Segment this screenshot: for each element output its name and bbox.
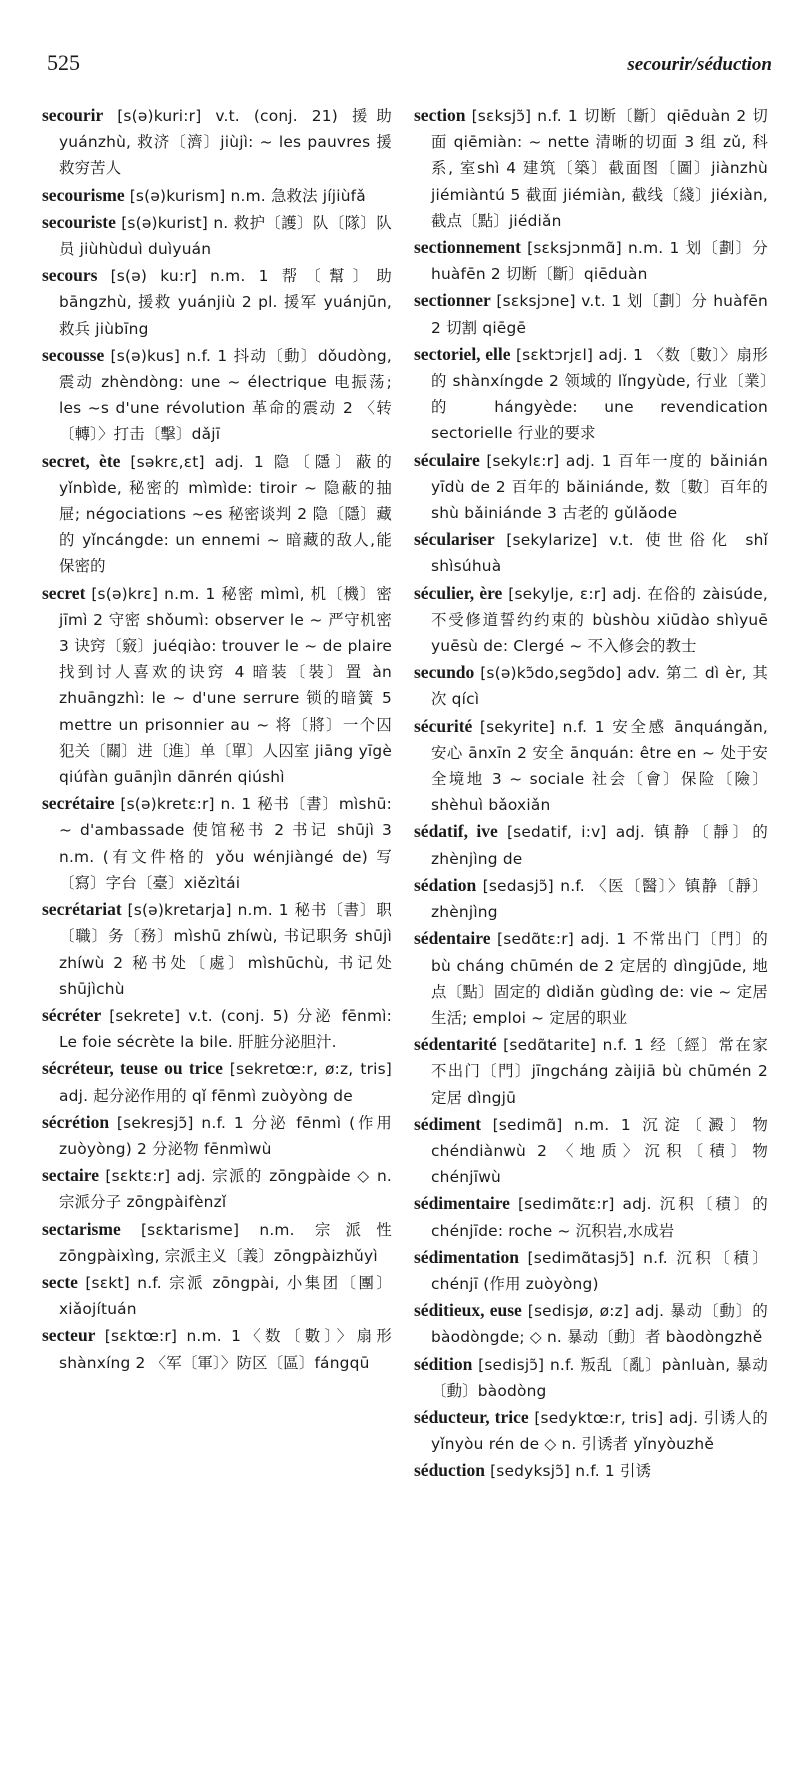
entry-definition: [sedisjɔ̃] n.f. 叛乱〔亂〕pànluàn, 暴动〔動〕bàodòng <box>431 1355 768 1400</box>
dictionary-entry <box>42 1002 392 1055</box>
entry-definition: [sedɑ̃tɛ:r] adj. 1 不常出门〔門〕的 bù cháng chūmén de 2 定居的 dìngjūde, 地点〔點〕固定的 dìdiǎn gùdìng de: vie ~ 定居生活; emploi ~ 定居的职业 <box>431 930 768 1027</box>
dictionary-entry <box>414 1351 768 1404</box>
dictionary-entry <box>414 925 768 1031</box>
entry-headword: section <box>414 105 466 125</box>
entry-headword: secouriste <box>42 211 116 232</box>
entry-definition: [sɛktarisme] n.m. 宗派性 zōngpàixìng, 宗派主义〔義〕zōngpàizhǔyì <box>59 1220 392 1265</box>
entry-definition: [sedɑ̃tarite] n.f. 1 经〔經〕常在家不出门〔門〕jīngcháng zàijiā bù chūmén 2 定居 dìngjū <box>431 1036 768 1107</box>
entry-headword: secte <box>42 1271 78 1292</box>
entry-definition: [səkrɛ,ɛt] adj. 1 隐〔隱〕蔽的 yǐnbìde, 秘密的 mìmìde: tiroir ~ 隐蔽的抽屉; négociations ~es 秘密谈判 2 隐〔隱〕藏的 yǐncángde: un ennemi ~ 暗藏的敌人,能保密的 <box>59 452 392 576</box>
entry-definition: [s(ə)kretarja] n.m. 1 秘书〔書〕职〔職〕务〔務〕mìshū zhíwù, 书记职务 shūjì zhíwù 2 秘书处〔處〕mìshūchù, 书记处 shūjìchù <box>59 901 392 998</box>
dictionary-entry <box>42 342 392 448</box>
entry-headword: secret, ète <box>42 450 121 471</box>
entry-definition: [sedatif, i:v] adj. 镇静〔靜〕的 zhènjìng de <box>431 823 768 868</box>
dictionary-entry <box>414 1297 768 1350</box>
entry-headword: sécurité <box>414 715 473 736</box>
entry-headword: sectoriel, elle <box>414 343 511 364</box>
entry-definition: [sekylje, ɛ:r] adj. 在俗的 zàisúde, 不受修道誓约约束的 bùshòu xiūdào shìyuē yuēsù de: Clergé ~ 不入修会的教士 <box>431 584 768 656</box>
dictionary-entry <box>42 1322 392 1375</box>
entry-headword: secousse <box>42 344 105 365</box>
entry-definition: [sekylarize] v.t. 使世俗化 shǐ shìsúhuà <box>431 531 768 576</box>
entry-definition: [s(ə)kuri:r] v.t. (conj. 21) 援助 yuánzhù, 救济〔濟〕jiùjì: ~ les pauvres 援救穷苦人 <box>59 107 392 178</box>
entry-headword: sécréter <box>42 1004 102 1025</box>
entry-definition: [sɛksjɔ̃] n.f. 1 切断〔斷〕qiēduàn 2 切面 qiēmiàn: ~ nette 清晰的切面 3 组 zǔ, 科系, 室shì 4 建筑〔築〕截面图〔圖〕jiànzhù jiémiàntú 5 截面 jiémiàn, 截线〔綫〕jiéxiàn, 截点〔點〕jiédiǎn <box>431 107 768 230</box>
entry-definition: [sedyktœ:r, tris] adj. 引诱人的 yǐnyòu rén de ◇ n. 引诱者 yǐnyòuzhě <box>431 1408 768 1454</box>
entry-definition: [sɛktɛ:r] adj. 宗派的 zōngpàide ◇ n. 宗派分子 zōngpàifènzǐ <box>59 1167 392 1212</box>
dictionary-entry <box>414 580 768 660</box>
dictionary-entry <box>414 287 768 340</box>
dictionary-entry <box>42 182 392 209</box>
dictionary-entry <box>414 1190 768 1243</box>
entry-definition: [sedimɑ̃tasjɔ̃] n.f. 沉积〔積〕chénjī (作用 zuòyòng) <box>431 1248 768 1293</box>
entry-headword: secourir <box>42 105 104 125</box>
entry-definition: [s(ə) ku:r] n.m. 1 帮〔幫〕助 bāngzhù, 援救 yuánjiù 2 pl. 援军 yuánjūn, 救兵 jiùbīng <box>59 267 392 338</box>
dictionary-entry <box>42 580 392 791</box>
entry-definition: [s(ə)kus] n.f. 1 抖动〔動〕dǒudòng, 震动 zhèndòng: une ~ électrique 电振荡; les ~s d'une révolution 革命的震动 2 〈转〔轉〕〉打击〔擊〕dǎjī <box>59 346 392 444</box>
dictionary-entry <box>414 234 768 287</box>
entry-headword: secourisme <box>42 184 125 205</box>
entry-headword: sectionnement <box>414 237 521 258</box>
dictionary-entry <box>414 102 768 234</box>
entry-definition: [s(ə)kurism] n.m. 急救法 jíjiùfǎ <box>124 186 366 205</box>
entry-headword: séduction <box>414 1460 485 1481</box>
dictionary-entry <box>42 1162 392 1215</box>
dictionary-entry <box>414 447 768 527</box>
entry-headword: sédation <box>414 874 477 895</box>
dictionary-entry <box>42 1269 392 1322</box>
entry-headword: secundo <box>414 662 475 683</box>
dictionary-entry <box>414 872 768 925</box>
entry-headword: séculariser <box>414 529 495 550</box>
dictionary-entry <box>42 1055 392 1108</box>
entry-headword: sectionner <box>414 290 491 311</box>
entry-definition: [sedisjø, ø:z] adj. 暴动〔動〕的 bàodòngde; ◇ n. 暴动〔動〕者 bàodòngzhě <box>431 1302 768 1347</box>
dictionary-entry <box>414 659 768 712</box>
entry-definition: [s(ə)kurist] n. 救护〔護〕队〔隊〕队员 jiùhùduì duìyuán <box>59 213 392 259</box>
dictionary-entry <box>42 262 392 342</box>
entry-headword: sédentarité <box>414 1034 497 1055</box>
entry-headword: secrétariat <box>42 899 122 920</box>
entry-definition: [sɛksjɔnmɑ̃] n.m. 1 划〔劃〕分 huàfēn 2 切断〔斷〕qiēduàn <box>431 239 768 284</box>
entry-headword: sédition <box>414 1353 473 1374</box>
dictionary-entry <box>42 790 392 896</box>
dictionary-entry <box>42 1216 392 1269</box>
entry-headword: sécréteur, teuse ou trice <box>42 1058 223 1079</box>
left-column <box>42 102 392 1766</box>
running-head: secourir/séduction <box>627 54 772 75</box>
entry-definition: [sɛksjɔne] v.t. 1 划〔劃〕分 huàfēn 2 切割 qiēgē <box>431 292 768 337</box>
entry-headword: sécrétion <box>42 1111 110 1132</box>
dictionary-entry <box>414 1244 768 1297</box>
dictionary-entry <box>414 818 768 871</box>
entry-definition: [sedimɑ̃tɛ:r] adj. 沉积〔積〕的 chénjīde: roche ~ 沉积岩,水成岩 <box>431 1195 768 1240</box>
entry-definition: [s(ə)kretɛ:r] n. 1 秘书〔書〕mìshū: ~ d'ambassade 使馆秘书 2 书记 shūjì 3 n.m. (有文件格的 yǒu wénjiàngé de) 写〔寫〕字台〔臺〕xiězìtái <box>59 795 392 892</box>
entry-definition: [sɛkt] n.f. 宗派 zōngpài, 小集团〔團〕xiǎojítuán <box>59 1273 392 1319</box>
dictionary-entry <box>414 1111 768 1191</box>
entry-headword: sédentaire <box>414 928 491 949</box>
entry-definition: [sɛktɔrjɛl] adj. 1 〈数〔數〕〉扇形的 shànxíngde 2 领域的 lǐngyùde, 行业〔業〕的 hángyède: une revendication sectorielle 行业的要求 <box>431 345 768 443</box>
dictionary-entry <box>42 209 392 262</box>
entry-headword: séducteur, trice <box>414 1406 529 1427</box>
entry-definition: [sedimɑ̃] n.m. 1 沉淀〔澱〕物 chéndiànwù 2 〈地质〉沉积〔積〕物 chénjīwù <box>431 1115 768 1187</box>
dictionary-entry <box>414 1457 768 1484</box>
entry-headword: secret <box>42 582 86 603</box>
right-column <box>414 102 768 1766</box>
entry-definition: [sekyrite] n.f. 1 安全感 ānquángǎn, 安心 ānxīn 2 安全 ānquán: être en ~ 处于安全境地 3 ~ sociale 社会〔會〕保险〔險〕shèhuì bǎoxiǎn <box>431 717 768 815</box>
entry-headword: secteur <box>42 1325 96 1346</box>
entry-definition: [sekrete] v.t. (conj. 5) 分泌 fēnmì: Le foie sécrète la bile. 肝脏分泌胆汁. <box>59 1006 392 1052</box>
entry-headword: sectaire <box>42 1165 100 1186</box>
dictionary-entry <box>414 713 768 819</box>
entry-definition: [s(ə)kɔ̃do,segɔ̃do] adv. 第二 dì èr, 其次 qícì <box>431 664 768 709</box>
entry-headword: sédimentation <box>414 1246 519 1267</box>
entry-definition: [sekretœ:r, ø:z, tris] adj. 起分泌作用的 qǐ fēnmì zuòyòng de <box>59 1060 392 1105</box>
entry-definition: [sekresjɔ̃] n.f. 1 分泌 fēnmì (作用 zuòyòng) 2 分泌物 fēnmìwù <box>59 1113 392 1158</box>
entry-definition: [s(ə)krɛ] n.m. 1 秘密 mìmì, 机〔機〕密 jīmì 2 守密 shǒumì: observer le ~ 严守机密 3 诀窍〔竅〕juéqiào: trouver le ~ de plaire 找到讨人喜欢的诀窍 4 暗装〔裝〕置 àn zhuāngzhì: le ~ d'une serrure 锁的暗簧 5 mettre un prisonnier au ~ 将〔將〕一个囚犯关〔關〕进〔進〕单〔單〕人囚室 jiāng yīgè qiúfàn guānjìn dānrén qiúshì <box>59 584 392 787</box>
entry-headword: secrétaire <box>42 793 115 814</box>
dictionary-entry <box>42 102 392 182</box>
dictionary-entry <box>42 448 392 580</box>
page-number: 525 <box>47 50 80 75</box>
entry-definition: [sɛktœ:r] n.m. 1〈数〔數〕〉扇形 shànxíng 2 〈军〔軍〕〉防区〔區〕fángqū <box>59 1327 392 1372</box>
entry-headword: secours <box>42 265 98 286</box>
dictionary-entry <box>414 1404 768 1457</box>
dictionary-entry <box>414 526 768 579</box>
entry-definition: [sekylɛ:r] adj. 1 百年一度的 bǎinián yīdù de 2 百年的 bǎiniánde, 数〔數〕百年的 shù bǎiniánde 3 古老的 gǔlǎode <box>431 451 768 523</box>
dictionary-entry <box>414 1031 768 1111</box>
dictionary-entry <box>414 341 768 447</box>
dictionary-entry <box>42 896 392 1002</box>
entry-headword: séculaire <box>414 449 480 470</box>
entry-headword: sédiment <box>414 1113 482 1134</box>
entry-definition: [sedasjɔ̃] n.f. 〈医〔醫〕〉镇静〔靜〕zhènjìng <box>431 876 768 922</box>
entry-headword: sectarisme <box>42 1218 121 1239</box>
entry-headword: séditieux, euse <box>414 1300 522 1321</box>
entry-headword: sédatif, ive <box>414 821 498 842</box>
entry-definition: [sedyksjɔ̃] n.f. 1 引诱 <box>484 1462 652 1481</box>
entry-headword: sédimentaire <box>414 1193 510 1214</box>
entry-headword: séculier, ère <box>414 582 503 603</box>
dictionary-entry <box>42 1109 392 1162</box>
